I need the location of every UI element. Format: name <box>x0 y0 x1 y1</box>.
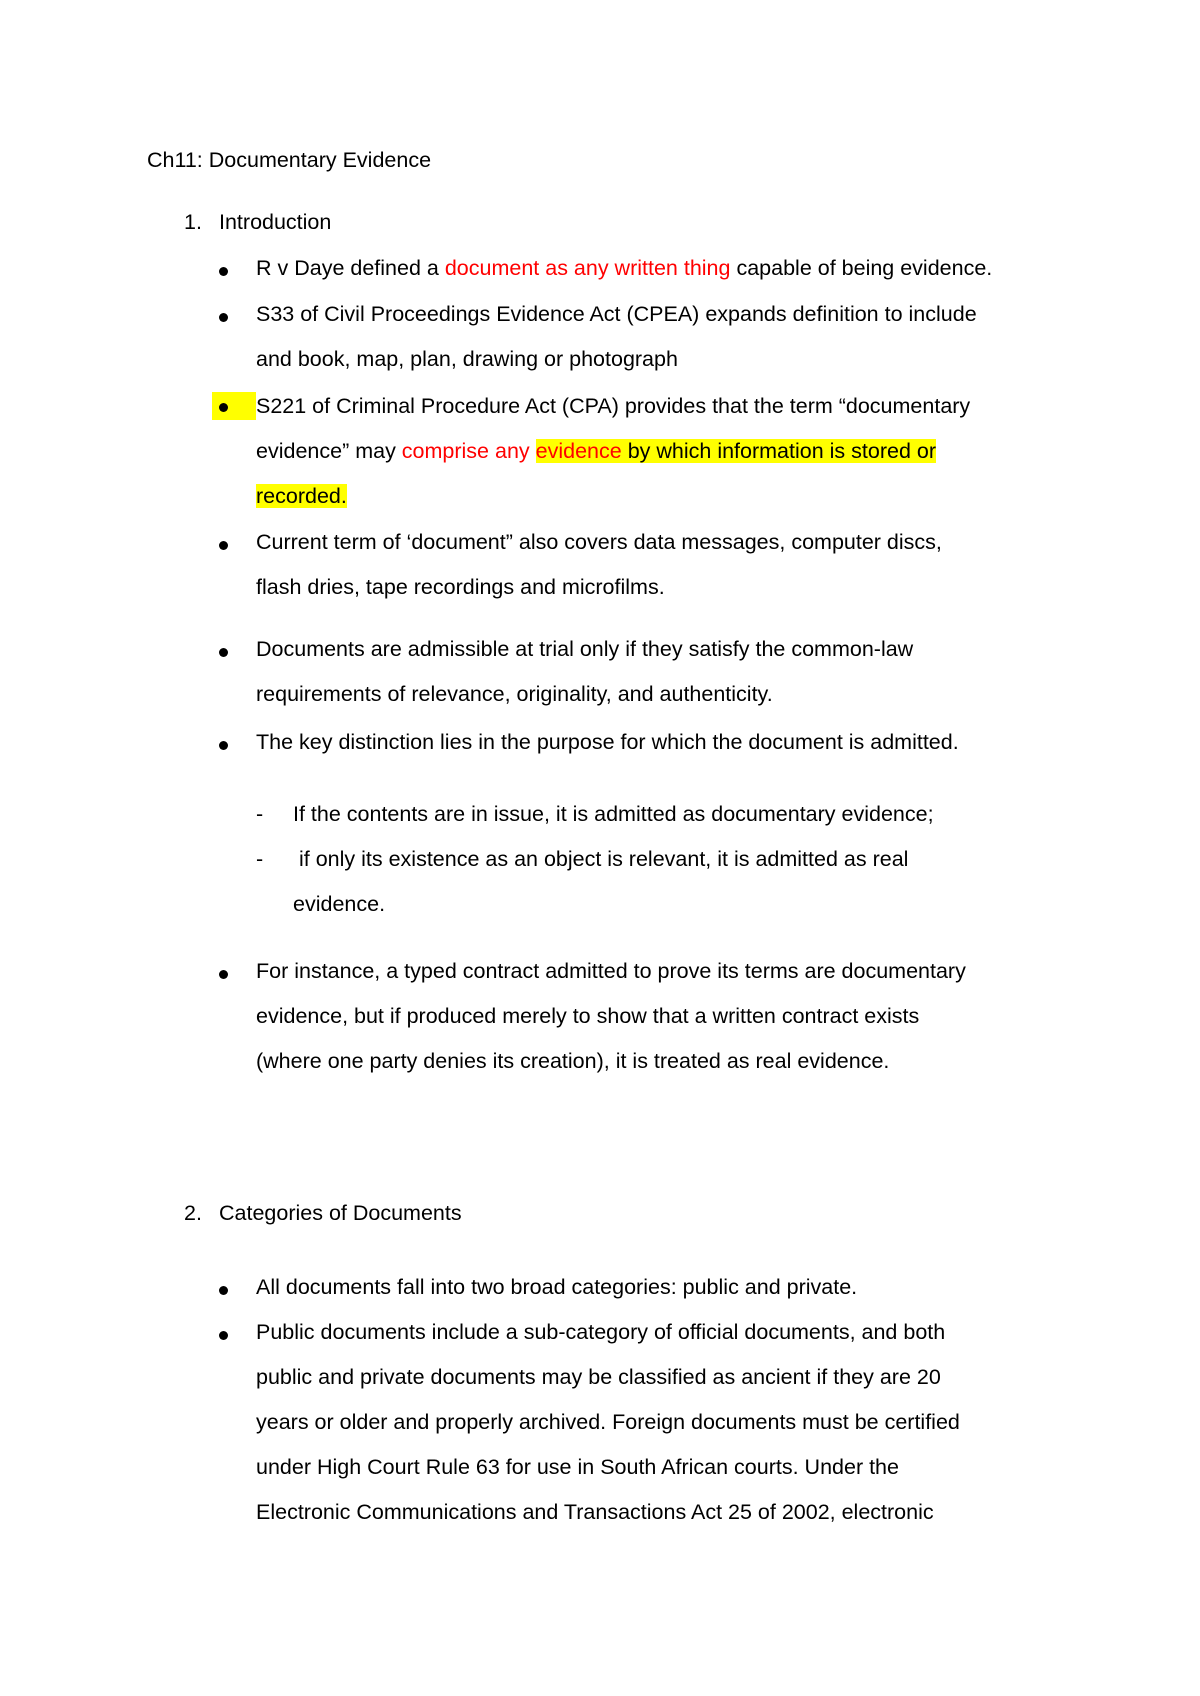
document-title: Ch11: Documentary Evidence <box>147 148 432 172</box>
bullet-text-line: and book, map, plan, drawing or photograph <box>256 347 678 371</box>
section-1-number: 1. <box>184 210 202 234</box>
bullet-icon <box>219 970 228 979</box>
bullet-text-line: Public documents include a sub-category of official documents, and both <box>256 1320 946 1344</box>
section-2-number: 2. <box>184 1201 202 1225</box>
bullet-icon <box>219 267 228 276</box>
bullet-text-line: The key distinction lies in the purpose for which the document is admitted. <box>256 730 959 754</box>
bullet-text-line: Documents are admissible at trial only if they satisfy the common-law <box>256 637 914 661</box>
dash-marker: - <box>256 802 264 826</box>
red-highlighted-text: evidence <box>535 439 622 463</box>
bullet-text-part: capable of being evidence. <box>730 256 993 280</box>
dash-text-line: if only its existence as an object is relevant, it is admitted as real <box>293 847 909 871</box>
red-emphasis-text: comprise any <box>401 439 536 463</box>
bullet-text-part: R v Daye defined a <box>256 256 445 280</box>
bullet-text-line: All documents fall into two broad categories: public and private. <box>256 1275 858 1299</box>
bullet-icon <box>219 1286 228 1295</box>
bullet-text-line: Current term of ‘document” also covers data messages, computer discs, <box>256 530 942 554</box>
section-1-heading: Introduction <box>219 210 332 234</box>
bullet-text-line: For instance, a typed contract admitted to prove its terms are documentary <box>256 959 966 983</box>
bullet-text-line: S33 of Civil Proceedings Evidence Act (CPEA) expands definition to include <box>256 302 977 326</box>
bullet-text-line: requirements of relevance, originality, and authenticity. <box>256 682 773 706</box>
dash-text-line: If the contents are in issue, it is admitted as documentary evidence; <box>293 802 934 826</box>
bullet-icon <box>219 403 228 412</box>
bullet-icon <box>219 648 228 657</box>
bullet-icon <box>219 313 228 322</box>
bullet-text-line: evidence, but if produced merely to show that a written contract exists <box>256 1004 920 1028</box>
bullet-text-line: Electronic Communications and Transactions Act 25 of 2002, electronic <box>256 1500 934 1524</box>
dash-text-line: evidence. <box>293 892 386 916</box>
bullet-text-line: S221 of Criminal Procedure Act (CPA) provides that the term “documentary <box>256 394 971 418</box>
highlighted-text: recorded. <box>256 484 347 508</box>
dash-marker: - <box>256 847 264 871</box>
bullet-text-line: years or older and properly archived. Foreign documents must be certified <box>256 1410 960 1434</box>
bullet-text-line: (where one party denies its creation), it is treated as real evidence. <box>256 1049 890 1073</box>
bullet-text-line: under High Court Rule 63 for use in South African courts. Under the <box>256 1455 899 1479</box>
bullet-text-line: flash dries, tape recordings and microfilms. <box>256 575 665 599</box>
bullet-icon <box>219 541 228 550</box>
bullet-text-line <box>256 437 936 465</box>
bullet-text <box>256 254 992 282</box>
highlighted-text: by which information is stored or <box>621 439 936 463</box>
bullet-text-line <box>256 482 347 510</box>
red-emphasis-text: document as any written thing <box>444 256 731 280</box>
bullet-icon <box>219 741 228 750</box>
section-2-heading: Categories of Documents <box>219 1201 462 1225</box>
bullet-icon <box>219 1331 228 1340</box>
bullet-text-part: evidence” may <box>256 439 402 463</box>
bullet-text-line: public and private documents may be classified as ancient if they are 20 <box>256 1365 941 1389</box>
